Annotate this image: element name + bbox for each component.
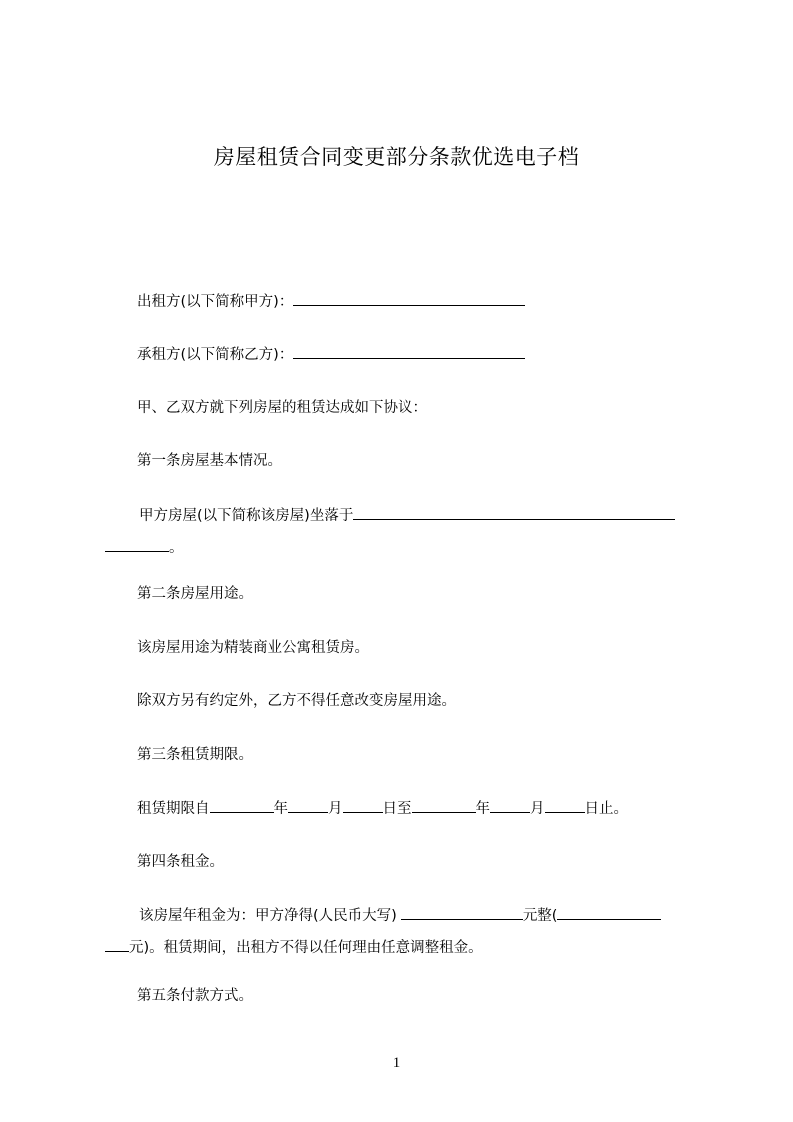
article4-rent-paragraph xyxy=(105,900,703,964)
month-label: 月 xyxy=(530,801,545,817)
document-title: 房屋租赁合同变更部分条款优选电子档 xyxy=(213,145,580,169)
lessee-line xyxy=(137,344,525,365)
start-year-blank xyxy=(210,798,274,813)
article1-location-paragraph xyxy=(105,500,703,564)
article1-heading: 第一条房屋基本情况。 xyxy=(137,453,282,469)
start-day-blank xyxy=(343,798,383,813)
day-end-label: 日止。 xyxy=(584,801,628,817)
location-prefix: 甲方房屋(以下简称该房屋)坐落于 xyxy=(139,508,354,524)
location-blank-2 xyxy=(105,537,169,552)
article5-heading: 第五条付款方式。 xyxy=(137,988,253,1004)
month-label: 月 xyxy=(328,801,343,817)
article3-heading: 第三条租赁期限。 xyxy=(137,747,253,763)
rent-yuan-close: 元)。租赁期间，出租方不得以任何理由任意调整租金。 xyxy=(129,940,483,956)
location-suffix: 。 xyxy=(169,540,184,556)
lessor-line xyxy=(137,291,525,312)
rent-number-blank-1 xyxy=(557,905,661,920)
year-label: 年 xyxy=(475,801,490,817)
lessor-blank xyxy=(293,291,525,306)
day-to-label: 日至 xyxy=(382,801,412,817)
start-month-blank xyxy=(288,798,328,813)
lessor-label: 出租方(以下简称甲方)： xyxy=(137,294,294,310)
end-month-blank xyxy=(490,798,530,813)
rent-yuan-whole: 元整( xyxy=(522,908,558,924)
article2-usage: 该房屋用途为精装商业公寓租赁房。 xyxy=(137,640,369,656)
article2-heading: 第二条房屋用途。 xyxy=(137,586,253,602)
lessee-label: 承租方(以下简称乙方)： xyxy=(137,347,294,363)
article4-heading: 第四条租金。 xyxy=(137,854,224,870)
lessee-blank xyxy=(293,344,525,359)
end-day-blank xyxy=(545,798,585,813)
article3-term-line xyxy=(137,798,628,819)
end-year-blank xyxy=(412,798,476,813)
article2-restriction: 除双方另有约定外，乙方不得任意改变房屋用途。 xyxy=(137,693,456,709)
rent-number-blank-2 xyxy=(105,937,129,952)
rent-prefix: 该房屋年租金为：甲方净得(人民币大写) xyxy=(139,908,397,924)
page-number: 1 xyxy=(392,1055,401,1071)
agreement-intro: 甲、乙双方就下列房屋的租赁达成如下协议： xyxy=(137,400,427,416)
rent-uppercase-blank xyxy=(401,905,523,920)
location-blank-1 xyxy=(353,505,675,520)
term-prefix: 租赁期限自 xyxy=(137,801,210,817)
year-label: 年 xyxy=(273,801,288,817)
